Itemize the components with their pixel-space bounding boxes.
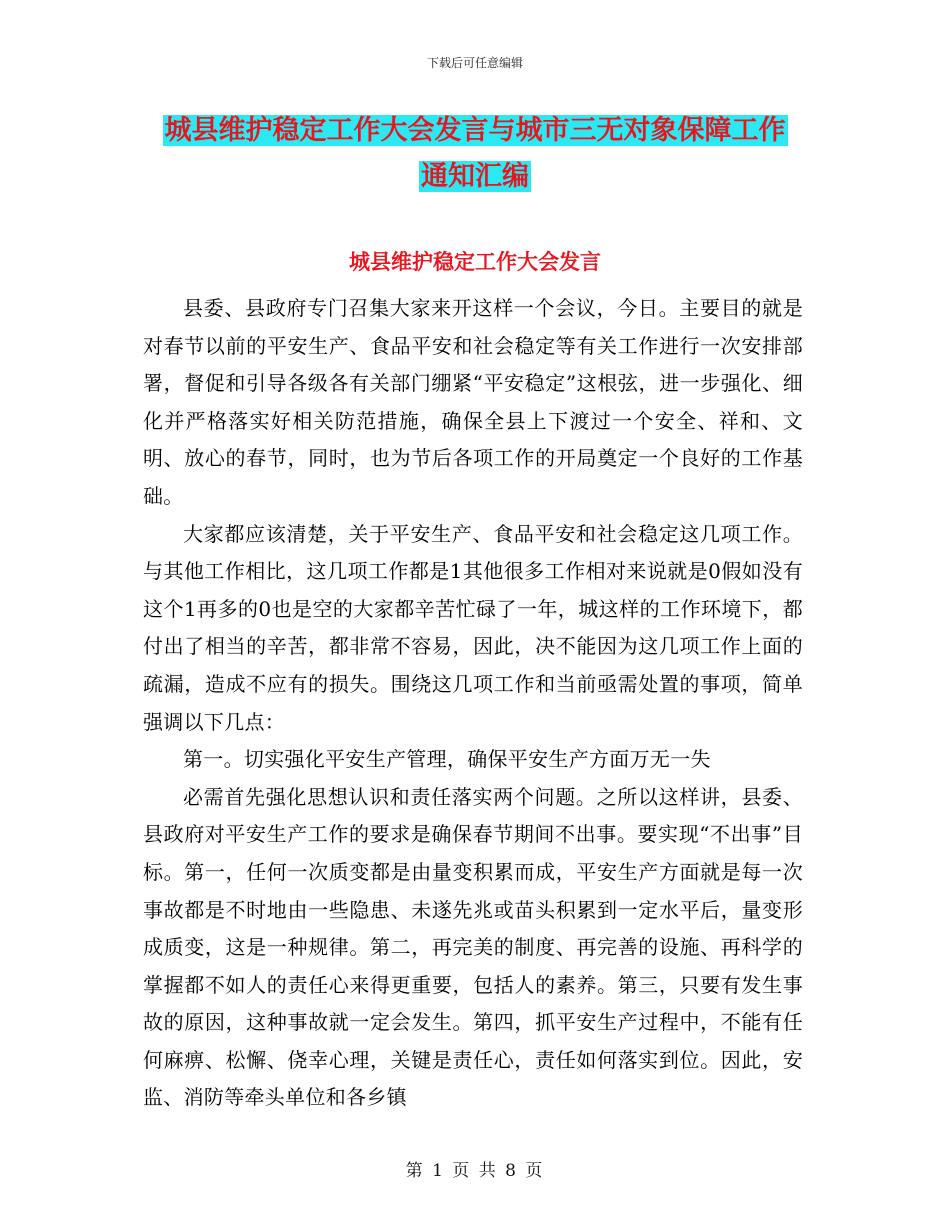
- section-title: 城县维护稳定工作大会发言: [349, 249, 601, 274]
- paragraph-2: 大家都应该清楚，关于平安生产、食品平安和社会稳定这几项工作。与其他工作相比，这几项工作都是1其他很多工作相对来说就是0假如没有这个1再多的0也是空的大家都辛苦忙碌了一年，城这样的工作环境下，都付出了相当的辛苦，都非常不容易，因此，决不能因为这几项工作上面的疏漏，造成不应有的损失。围绕这几项工作和当前亟需处置的事项，简单强调以下几点：: [143, 521, 803, 734]
- header-note: 下载后可任意编辑: [426, 56, 523, 70]
- paragraph-1: 县委、县政府专门召集大家来开这样一个会议，今日。主要目的就是对春节以前的平安生产、食品平安和社会稳定等有关工作进行一次安排部署，督促和引导各级各有关部门绷紧“平安稳定”这根弦，进一步强化、细化并严格落实好相关防范措施，确保全县上下渡过一个安全、祥和、文明、放心的春节，同时，也为节后各项工作的开局奠定一个良好的工作基础。: [143, 296, 803, 508]
- paragraph-4: 必需首先强化思想认识和责任落实两个问题。之所以这样讲，县委、县政府对平安生产工作的要求是确保春节期间不出事。要实现“不出事”目标。第一，任何一次质变都是由量变积累而成，平安生产方面就是每一次事故都是不时地由一些隐患、未遂先兆或苗头积累到一定水平后，量变形成质变，这是一种规律。第二，再完美的制度、再完善的设施、再科学的掌握都不如人的责任心来得更重要，包括人的素养。第三，只要有发生事故的原因，这种事故就一定会发生。第四，抓平安生产过程中，不能有任何麻痹、松懈、侥幸心理，关键是责任心，责任如何落实到位。因此，安监、消防等牵头单位和各乡镇: [143, 784, 803, 1110]
- title-highlight-1: 城县维护稳定工作大会发言与城市三无对象保障工作: [164, 115, 786, 146]
- document-title-line-2: [0, 154, 950, 200]
- body-text: [143, 290, 803, 1117]
- document-title: [0, 108, 950, 200]
- document-title-line-1: [0, 108, 950, 154]
- paragraph-3: 第一。切实强化平安生产管理，确保平安生产方面万无一失: [183, 747, 711, 772]
- title-highlight-2: 通知汇编: [421, 161, 529, 192]
- page-footer: 第 1 页 共 8 页: [405, 1161, 545, 1181]
